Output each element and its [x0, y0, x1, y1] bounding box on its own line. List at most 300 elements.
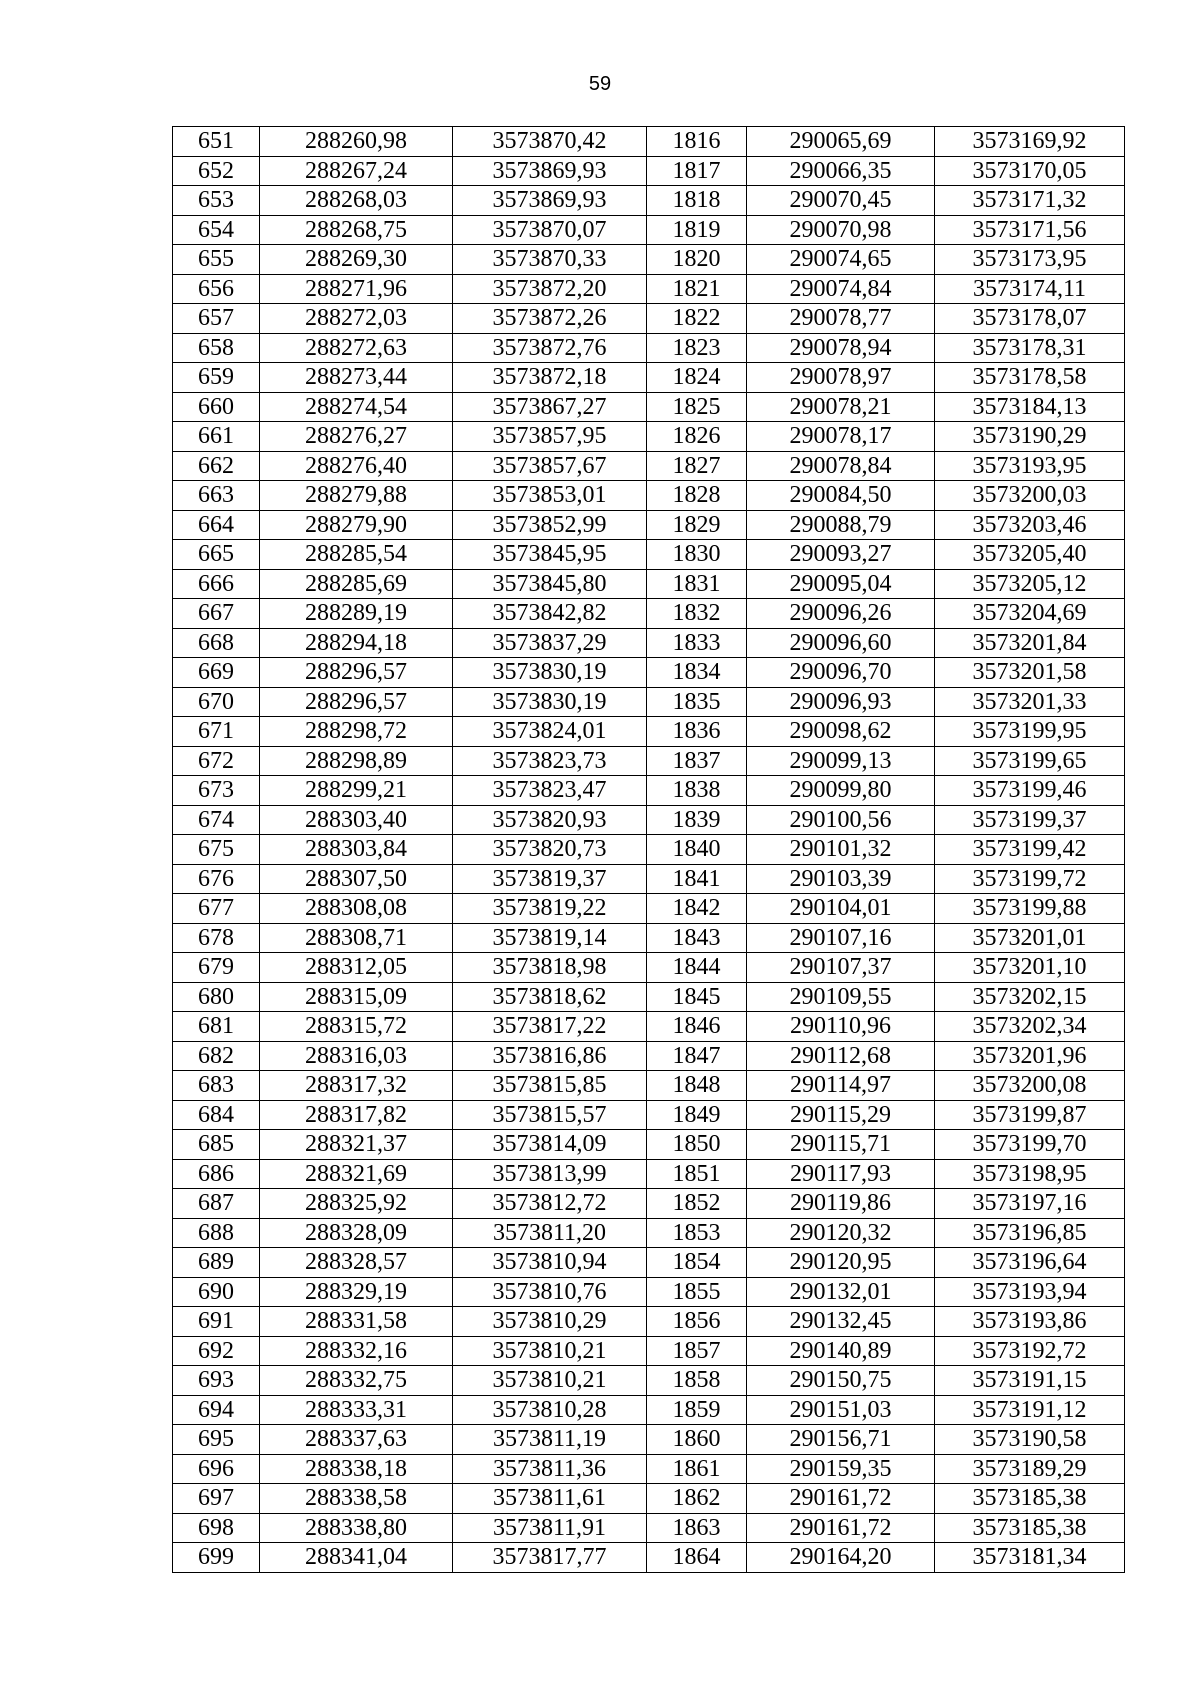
x-coordinate-left-cell: 288273,44 — [260, 363, 453, 393]
table-row — [173, 1130, 1125, 1160]
x-coordinate-left-cell: 288315,09 — [260, 982, 453, 1012]
y-coordinate-right-cell: 3573203,46 — [935, 510, 1125, 540]
x-coordinate-left-cell: 288271,96 — [260, 274, 453, 304]
point-number-left-cell: 659 — [173, 363, 260, 393]
y-coordinate-right-cell: 3573169,92 — [935, 127, 1125, 157]
x-coordinate-left-cell: 288332,16 — [260, 1336, 453, 1366]
point-number-left-cell: 684 — [173, 1100, 260, 1130]
point-number-right-cell: 1846 — [647, 1012, 747, 1042]
y-coordinate-left-cell: 3573810,94 — [453, 1248, 647, 1278]
x-coordinate-right-cell: 290159,35 — [747, 1454, 935, 1484]
x-coordinate-left-cell: 288321,37 — [260, 1130, 453, 1160]
x-coordinate-left-cell: 288269,30 — [260, 245, 453, 275]
table-row — [173, 481, 1125, 511]
table-row — [173, 540, 1125, 570]
y-coordinate-left-cell: 3573812,72 — [453, 1189, 647, 1219]
table-row — [173, 1041, 1125, 1071]
point-number-left-cell: 692 — [173, 1336, 260, 1366]
y-coordinate-left-cell: 3573811,61 — [453, 1484, 647, 1514]
x-coordinate-left-cell: 288303,84 — [260, 835, 453, 865]
y-coordinate-left-cell: 3573872,76 — [453, 333, 647, 363]
point-number-left-cell: 683 — [173, 1071, 260, 1101]
y-coordinate-right-cell: 3573193,94 — [935, 1277, 1125, 1307]
y-coordinate-left-cell: 3573819,14 — [453, 923, 647, 953]
table-row — [173, 805, 1125, 835]
table-row — [173, 1543, 1125, 1573]
x-coordinate-right-cell: 290132,45 — [747, 1307, 935, 1337]
x-coordinate-right-cell: 290096,26 — [747, 599, 935, 629]
y-coordinate-right-cell: 3573170,05 — [935, 156, 1125, 186]
x-coordinate-right-cell: 290070,98 — [747, 215, 935, 245]
y-coordinate-right-cell: 3573190,29 — [935, 422, 1125, 452]
point-number-left-cell: 696 — [173, 1454, 260, 1484]
table-row — [173, 1012, 1125, 1042]
y-coordinate-right-cell: 3573191,15 — [935, 1366, 1125, 1396]
x-coordinate-right-cell: 290099,80 — [747, 776, 935, 806]
point-number-left-cell: 680 — [173, 982, 260, 1012]
point-number-right-cell: 1830 — [647, 540, 747, 570]
point-number-right-cell: 1838 — [647, 776, 747, 806]
point-number-right-cell: 1852 — [647, 1189, 747, 1219]
point-number-left-cell: 655 — [173, 245, 260, 275]
x-coordinate-left-cell: 288316,03 — [260, 1041, 453, 1071]
y-coordinate-right-cell: 3573201,58 — [935, 658, 1125, 688]
x-coordinate-left-cell: 288312,05 — [260, 953, 453, 983]
y-coordinate-left-cell: 3573810,28 — [453, 1395, 647, 1425]
y-coordinate-left-cell: 3573870,42 — [453, 127, 647, 157]
table-row — [173, 569, 1125, 599]
point-number-right-cell: 1839 — [647, 805, 747, 835]
point-number-left-cell: 697 — [173, 1484, 260, 1514]
x-coordinate-left-cell: 288298,89 — [260, 746, 453, 776]
y-coordinate-right-cell: 3573185,38 — [935, 1484, 1125, 1514]
x-coordinate-left-cell: 288338,18 — [260, 1454, 453, 1484]
point-number-left-cell: 689 — [173, 1248, 260, 1278]
x-coordinate-left-cell: 288285,54 — [260, 540, 453, 570]
point-number-right-cell: 1849 — [647, 1100, 747, 1130]
y-coordinate-left-cell: 3573810,21 — [453, 1336, 647, 1366]
point-number-left-cell: 699 — [173, 1543, 260, 1573]
point-number-left-cell: 677 — [173, 894, 260, 924]
x-coordinate-left-cell: 288299,21 — [260, 776, 453, 806]
y-coordinate-right-cell: 3573199,65 — [935, 746, 1125, 776]
y-coordinate-right-cell: 3573205,12 — [935, 569, 1125, 599]
coordinates-table-body — [173, 127, 1125, 1573]
x-coordinate-left-cell: 288268,75 — [260, 215, 453, 245]
point-number-right-cell: 1840 — [647, 835, 747, 865]
point-number-right-cell: 1836 — [647, 717, 747, 747]
x-coordinate-right-cell: 290103,39 — [747, 864, 935, 894]
table-row — [173, 599, 1125, 629]
table-row — [173, 1159, 1125, 1189]
table-row — [173, 1307, 1125, 1337]
point-number-left-cell: 668 — [173, 628, 260, 658]
point-number-right-cell: 1864 — [647, 1543, 747, 1573]
point-number-right-cell: 1859 — [647, 1395, 747, 1425]
x-coordinate-left-cell: 288337,63 — [260, 1425, 453, 1455]
table-row — [173, 274, 1125, 304]
table-row — [173, 186, 1125, 216]
point-number-right-cell: 1829 — [647, 510, 747, 540]
y-coordinate-right-cell: 3573199,72 — [935, 864, 1125, 894]
table-row — [173, 1277, 1125, 1307]
x-coordinate-right-cell: 290065,69 — [747, 127, 935, 157]
x-coordinate-right-cell: 290100,56 — [747, 805, 935, 835]
x-coordinate-right-cell: 290109,55 — [747, 982, 935, 1012]
x-coordinate-right-cell: 290140,89 — [747, 1336, 935, 1366]
point-number-right-cell: 1863 — [647, 1513, 747, 1543]
y-coordinate-left-cell: 3573815,57 — [453, 1100, 647, 1130]
table-row — [173, 363, 1125, 393]
y-coordinate-right-cell: 3573202,34 — [935, 1012, 1125, 1042]
y-coordinate-right-cell: 3573199,70 — [935, 1130, 1125, 1160]
x-coordinate-right-cell: 290120,95 — [747, 1248, 935, 1278]
point-number-left-cell: 674 — [173, 805, 260, 835]
x-coordinate-left-cell: 288279,88 — [260, 481, 453, 511]
y-coordinate-right-cell: 3573171,32 — [935, 186, 1125, 216]
y-coordinate-right-cell: 3573190,58 — [935, 1425, 1125, 1455]
table-row — [173, 953, 1125, 983]
x-coordinate-left-cell: 288317,82 — [260, 1100, 453, 1130]
y-coordinate-right-cell: 3573184,13 — [935, 392, 1125, 422]
y-coordinate-left-cell: 3573813,99 — [453, 1159, 647, 1189]
x-coordinate-right-cell: 290074,65 — [747, 245, 935, 275]
y-coordinate-left-cell: 3573870,07 — [453, 215, 647, 245]
point-number-right-cell: 1821 — [647, 274, 747, 304]
x-coordinate-right-cell: 290119,86 — [747, 1189, 935, 1219]
point-number-right-cell: 1826 — [647, 422, 747, 452]
point-number-left-cell: 673 — [173, 776, 260, 806]
table-row — [173, 1336, 1125, 1366]
x-coordinate-left-cell: 288272,63 — [260, 333, 453, 363]
point-number-left-cell: 675 — [173, 835, 260, 865]
x-coordinate-right-cell: 290161,72 — [747, 1513, 935, 1543]
y-coordinate-left-cell: 3573845,95 — [453, 540, 647, 570]
x-coordinate-right-cell: 290074,84 — [747, 274, 935, 304]
table-row — [173, 1071, 1125, 1101]
y-coordinate-right-cell: 3573199,95 — [935, 717, 1125, 747]
point-number-left-cell: 681 — [173, 1012, 260, 1042]
table-row — [173, 215, 1125, 245]
y-coordinate-left-cell: 3573872,26 — [453, 304, 647, 334]
point-number-right-cell: 1844 — [647, 953, 747, 983]
table-row — [173, 687, 1125, 717]
x-coordinate-left-cell: 288294,18 — [260, 628, 453, 658]
y-coordinate-right-cell: 3573199,42 — [935, 835, 1125, 865]
x-coordinate-right-cell: 290132,01 — [747, 1277, 935, 1307]
point-number-left-cell: 698 — [173, 1513, 260, 1543]
table-row — [173, 333, 1125, 363]
y-coordinate-left-cell: 3573857,95 — [453, 422, 647, 452]
point-number-left-cell: 654 — [173, 215, 260, 245]
point-number-left-cell: 665 — [173, 540, 260, 570]
coordinates-table — [172, 126, 1125, 1573]
y-coordinate-left-cell: 3573869,93 — [453, 156, 647, 186]
y-coordinate-left-cell: 3573819,22 — [453, 894, 647, 924]
point-number-left-cell: 651 — [173, 127, 260, 157]
x-coordinate-left-cell: 288308,71 — [260, 923, 453, 953]
x-coordinate-left-cell: 288341,04 — [260, 1543, 453, 1573]
y-coordinate-right-cell: 3573200,03 — [935, 481, 1125, 511]
x-coordinate-left-cell: 288296,57 — [260, 658, 453, 688]
x-coordinate-right-cell: 290115,29 — [747, 1100, 935, 1130]
x-coordinate-right-cell: 290070,45 — [747, 186, 935, 216]
y-coordinate-left-cell: 3573837,29 — [453, 628, 647, 658]
point-number-right-cell: 1856 — [647, 1307, 747, 1337]
point-number-left-cell: 686 — [173, 1159, 260, 1189]
x-coordinate-right-cell: 290078,77 — [747, 304, 935, 334]
table-row — [173, 923, 1125, 953]
point-number-left-cell: 676 — [173, 864, 260, 894]
table-row — [173, 1425, 1125, 1455]
x-coordinate-right-cell: 290107,16 — [747, 923, 935, 953]
y-coordinate-left-cell: 3573810,21 — [453, 1366, 647, 1396]
x-coordinate-right-cell: 290078,84 — [747, 451, 935, 481]
point-number-left-cell: 694 — [173, 1395, 260, 1425]
x-coordinate-right-cell: 290096,70 — [747, 658, 935, 688]
point-number-right-cell: 1816 — [647, 127, 747, 157]
y-coordinate-left-cell: 3573852,99 — [453, 510, 647, 540]
y-coordinate-right-cell: 3573178,31 — [935, 333, 1125, 363]
table-row — [173, 835, 1125, 865]
point-number-right-cell: 1850 — [647, 1130, 747, 1160]
point-number-right-cell: 1825 — [647, 392, 747, 422]
point-number-left-cell: 662 — [173, 451, 260, 481]
point-number-right-cell: 1854 — [647, 1248, 747, 1278]
x-coordinate-right-cell: 290084,50 — [747, 481, 935, 511]
x-coordinate-right-cell: 290078,17 — [747, 422, 935, 452]
point-number-left-cell: 678 — [173, 923, 260, 953]
x-coordinate-left-cell: 288329,19 — [260, 1277, 453, 1307]
point-number-left-cell: 679 — [173, 953, 260, 983]
y-coordinate-right-cell: 3573192,72 — [935, 1336, 1125, 1366]
y-coordinate-left-cell: 3573816,86 — [453, 1041, 647, 1071]
table-row — [173, 982, 1125, 1012]
x-coordinate-right-cell: 290066,35 — [747, 156, 935, 186]
y-coordinate-left-cell: 3573872,18 — [453, 363, 647, 393]
table-row — [173, 1513, 1125, 1543]
page-number: 59 — [588, 73, 612, 95]
point-number-left-cell: 695 — [173, 1425, 260, 1455]
x-coordinate-left-cell: 288332,75 — [260, 1366, 453, 1396]
x-coordinate-right-cell: 290107,37 — [747, 953, 935, 983]
y-coordinate-right-cell: 3573201,33 — [935, 687, 1125, 717]
point-number-right-cell: 1820 — [647, 245, 747, 275]
table-row — [173, 1189, 1125, 1219]
y-coordinate-left-cell: 3573853,01 — [453, 481, 647, 511]
y-coordinate-right-cell: 3573204,69 — [935, 599, 1125, 629]
x-coordinate-left-cell: 288279,90 — [260, 510, 453, 540]
x-coordinate-right-cell: 290161,72 — [747, 1484, 935, 1514]
table-row — [173, 1100, 1125, 1130]
x-coordinate-right-cell: 290098,62 — [747, 717, 935, 747]
x-coordinate-right-cell: 290096,93 — [747, 687, 935, 717]
y-coordinate-right-cell: 3573181,34 — [935, 1543, 1125, 1573]
y-coordinate-left-cell: 3573820,73 — [453, 835, 647, 865]
y-coordinate-left-cell: 3573845,80 — [453, 569, 647, 599]
point-number-right-cell: 1862 — [647, 1484, 747, 1514]
y-coordinate-left-cell: 3573817,22 — [453, 1012, 647, 1042]
point-number-left-cell: 671 — [173, 717, 260, 747]
y-coordinate-right-cell: 3573199,87 — [935, 1100, 1125, 1130]
x-coordinate-left-cell: 288338,80 — [260, 1513, 453, 1543]
x-coordinate-right-cell: 290078,94 — [747, 333, 935, 363]
table-row — [173, 658, 1125, 688]
y-coordinate-left-cell: 3573824,01 — [453, 717, 647, 747]
x-coordinate-right-cell: 290164,20 — [747, 1543, 935, 1573]
y-coordinate-right-cell: 3573171,56 — [935, 215, 1125, 245]
y-coordinate-left-cell: 3573823,47 — [453, 776, 647, 806]
x-coordinate-left-cell: 288303,40 — [260, 805, 453, 835]
point-number-right-cell: 1851 — [647, 1159, 747, 1189]
x-coordinate-left-cell: 288328,09 — [260, 1218, 453, 1248]
point-number-right-cell: 1818 — [647, 186, 747, 216]
x-coordinate-left-cell: 288268,03 — [260, 186, 453, 216]
y-coordinate-left-cell: 3573810,29 — [453, 1307, 647, 1337]
y-coordinate-left-cell: 3573811,19 — [453, 1425, 647, 1455]
table-row — [173, 1218, 1125, 1248]
x-coordinate-left-cell: 288289,19 — [260, 599, 453, 629]
y-coordinate-left-cell: 3573869,93 — [453, 186, 647, 216]
point-number-left-cell: 691 — [173, 1307, 260, 1337]
x-coordinate-left-cell: 288315,72 — [260, 1012, 453, 1042]
y-coordinate-left-cell: 3573819,37 — [453, 864, 647, 894]
y-coordinate-left-cell: 3573817,77 — [453, 1543, 647, 1573]
x-coordinate-right-cell: 290151,03 — [747, 1395, 935, 1425]
point-number-left-cell: 656 — [173, 274, 260, 304]
y-coordinate-left-cell: 3573820,93 — [453, 805, 647, 835]
x-coordinate-right-cell: 290099,13 — [747, 746, 935, 776]
x-coordinate-left-cell: 288321,69 — [260, 1159, 453, 1189]
table-row — [173, 746, 1125, 776]
point-number-left-cell: 657 — [173, 304, 260, 334]
x-coordinate-right-cell: 290078,97 — [747, 363, 935, 393]
x-coordinate-left-cell: 288317,32 — [260, 1071, 453, 1101]
x-coordinate-left-cell: 288307,50 — [260, 864, 453, 894]
y-coordinate-right-cell: 3573202,15 — [935, 982, 1125, 1012]
y-coordinate-right-cell: 3573199,88 — [935, 894, 1125, 924]
point-number-left-cell: 687 — [173, 1189, 260, 1219]
table-row — [173, 864, 1125, 894]
y-coordinate-right-cell: 3573191,12 — [935, 1395, 1125, 1425]
x-coordinate-right-cell: 290104,01 — [747, 894, 935, 924]
y-coordinate-right-cell: 3573201,10 — [935, 953, 1125, 983]
y-coordinate-right-cell: 3573173,95 — [935, 245, 1125, 275]
y-coordinate-right-cell: 3573200,08 — [935, 1071, 1125, 1101]
y-coordinate-right-cell: 3573198,95 — [935, 1159, 1125, 1189]
point-number-right-cell: 1837 — [647, 746, 747, 776]
x-coordinate-right-cell: 290110,96 — [747, 1012, 935, 1042]
table-row — [173, 392, 1125, 422]
point-number-right-cell: 1845 — [647, 982, 747, 1012]
x-coordinate-right-cell: 290117,93 — [747, 1159, 935, 1189]
point-number-right-cell: 1853 — [647, 1218, 747, 1248]
table-row — [173, 422, 1125, 452]
y-coordinate-right-cell: 3573174,11 — [935, 274, 1125, 304]
point-number-left-cell: 667 — [173, 599, 260, 629]
point-number-left-cell: 666 — [173, 569, 260, 599]
y-coordinate-right-cell: 3573201,84 — [935, 628, 1125, 658]
point-number-left-cell: 670 — [173, 687, 260, 717]
point-number-right-cell: 1828 — [647, 481, 747, 511]
point-number-left-cell: 664 — [173, 510, 260, 540]
x-coordinate-left-cell: 288296,57 — [260, 687, 453, 717]
table-row — [173, 510, 1125, 540]
point-number-right-cell: 1860 — [647, 1425, 747, 1455]
point-number-right-cell: 1824 — [647, 363, 747, 393]
point-number-right-cell: 1835 — [647, 687, 747, 717]
y-coordinate-left-cell: 3573818,62 — [453, 982, 647, 1012]
y-coordinate-left-cell: 3573870,33 — [453, 245, 647, 275]
x-coordinate-right-cell: 290114,97 — [747, 1071, 935, 1101]
x-coordinate-left-cell: 288331,58 — [260, 1307, 453, 1337]
y-coordinate-left-cell: 3573814,09 — [453, 1130, 647, 1160]
x-coordinate-right-cell: 290088,79 — [747, 510, 935, 540]
x-coordinate-right-cell: 290156,71 — [747, 1425, 935, 1455]
point-number-right-cell: 1819 — [647, 215, 747, 245]
x-coordinate-left-cell: 288276,27 — [260, 422, 453, 452]
y-coordinate-left-cell: 3573811,36 — [453, 1454, 647, 1484]
y-coordinate-left-cell: 3573823,73 — [453, 746, 647, 776]
point-number-right-cell: 1842 — [647, 894, 747, 924]
y-coordinate-right-cell: 3573193,95 — [935, 451, 1125, 481]
y-coordinate-left-cell: 3573867,27 — [453, 392, 647, 422]
point-number-left-cell: 653 — [173, 186, 260, 216]
point-number-left-cell: 685 — [173, 1130, 260, 1160]
x-coordinate-left-cell: 288267,24 — [260, 156, 453, 186]
point-number-left-cell: 660 — [173, 392, 260, 422]
x-coordinate-right-cell: 290101,32 — [747, 835, 935, 865]
point-number-left-cell: 663 — [173, 481, 260, 511]
table-row — [173, 1484, 1125, 1514]
x-coordinate-left-cell: 288298,72 — [260, 717, 453, 747]
table-row — [173, 127, 1125, 157]
table-row — [173, 1366, 1125, 1396]
y-coordinate-right-cell: 3573199,37 — [935, 805, 1125, 835]
y-coordinate-left-cell: 3573815,85 — [453, 1071, 647, 1101]
point-number-right-cell: 1843 — [647, 923, 747, 953]
x-coordinate-left-cell: 288325,92 — [260, 1189, 453, 1219]
point-number-left-cell: 652 — [173, 156, 260, 186]
x-coordinate-left-cell: 288260,98 — [260, 127, 453, 157]
table-row — [173, 894, 1125, 924]
point-number-right-cell: 1822 — [647, 304, 747, 334]
y-coordinate-left-cell: 3573810,76 — [453, 1277, 647, 1307]
table-row — [173, 1454, 1125, 1484]
x-coordinate-right-cell: 290078,21 — [747, 392, 935, 422]
point-number-right-cell: 1817 — [647, 156, 747, 186]
point-number-right-cell: 1827 — [647, 451, 747, 481]
y-coordinate-right-cell: 3573199,46 — [935, 776, 1125, 806]
y-coordinate-right-cell: 3573193,86 — [935, 1307, 1125, 1337]
x-coordinate-left-cell: 288276,40 — [260, 451, 453, 481]
y-coordinate-left-cell: 3573872,20 — [453, 274, 647, 304]
table-row — [173, 245, 1125, 275]
y-coordinate-right-cell: 3573201,01 — [935, 923, 1125, 953]
table-row — [173, 1248, 1125, 1278]
x-coordinate-right-cell: 290093,27 — [747, 540, 935, 570]
point-number-left-cell: 688 — [173, 1218, 260, 1248]
point-number-right-cell: 1834 — [647, 658, 747, 688]
y-coordinate-right-cell: 3573178,58 — [935, 363, 1125, 393]
table-row — [173, 451, 1125, 481]
y-coordinate-left-cell: 3573830,19 — [453, 687, 647, 717]
x-coordinate-left-cell: 288333,31 — [260, 1395, 453, 1425]
y-coordinate-left-cell: 3573818,98 — [453, 953, 647, 983]
y-coordinate-left-cell: 3573811,20 — [453, 1218, 647, 1248]
table-row — [173, 776, 1125, 806]
point-number-right-cell: 1832 — [647, 599, 747, 629]
